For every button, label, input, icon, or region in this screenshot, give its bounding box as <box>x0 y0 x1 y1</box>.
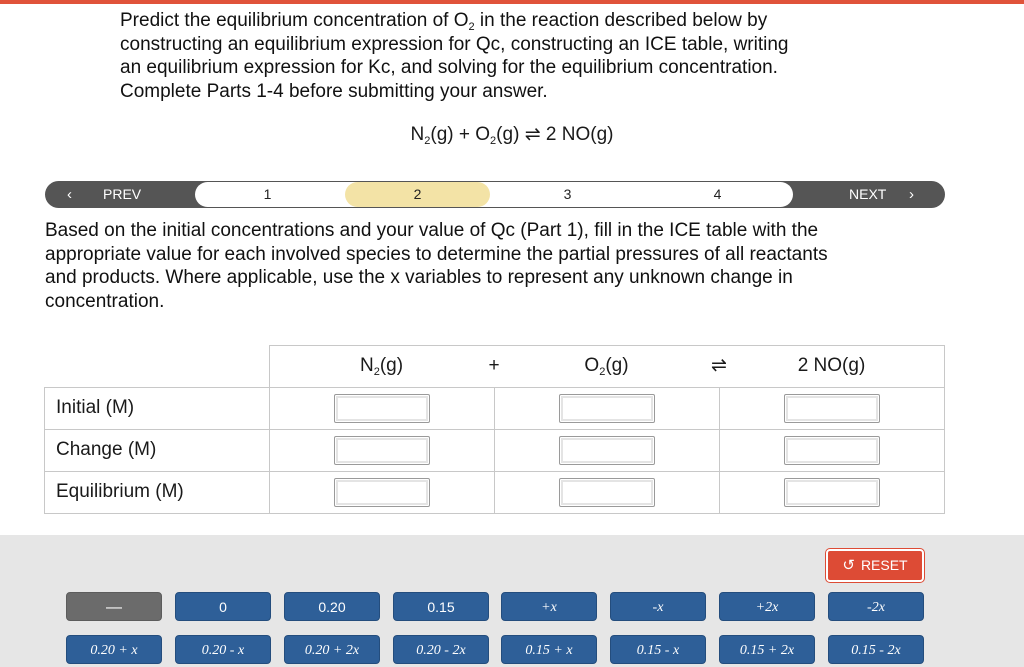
initial-no-input[interactable] <box>784 394 880 423</box>
reaction-equation: $N_2(g) + O_2(g)$ ⇌ 2 NO(g) <box>410 124 614 147</box>
next-button[interactable]: NEXT › <box>795 181 945 208</box>
prev-button[interactable]: ‹ PREV <box>45 181 195 208</box>
step-2-active[interactable]: 2 <box>345 182 490 207</box>
equilibrium-no-input[interactable] <box>784 478 880 507</box>
reset-button[interactable]: ↺ RESET <box>826 549 924 582</box>
top-accent-bar <box>0 0 1024 4</box>
answer-tile[interactable]: 0.20 + 2x <box>284 635 380 664</box>
header-o2: $O_2(g)$ <box>584 355 629 378</box>
grid-line <box>719 387 720 514</box>
change-o2-input[interactable] <box>559 436 655 465</box>
answer-tile[interactable]: 0 <box>175 592 271 621</box>
step-navigation <box>45 181 945 208</box>
answer-tile-blank[interactable]: — <box>66 592 162 621</box>
equilibrium-arrow-icon: ⇌ <box>711 355 727 376</box>
undo-icon: ↺ <box>842 557 855 574</box>
header-n2: $N_2(g)$ <box>359 355 404 378</box>
row-label-change: Change (M) <box>56 439 157 460</box>
answer-tile[interactable]: 0.15 + 2x <box>719 635 815 664</box>
chevron-right-icon: › <box>909 186 914 203</box>
step-4[interactable]: 4 <box>713 186 722 202</box>
equilibrium-arrow-icon: ⇌ <box>524 124 541 145</box>
answer-tile[interactable]: 0.15 - x <box>610 635 706 664</box>
part-instructions: Based on the initial concentrations and your value of Qc (Part 1), fill in the ICE table with the appropriate value for each involved species to determine the partial pressures of all reactants and products. Where applicable, use the x variables to represent any unknown change in concentration. <box>45 220 828 312</box>
answer-tile[interactable]: -2x <box>828 592 924 621</box>
answer-tile[interactable]: 0.20 - x <box>175 635 271 664</box>
grid-line <box>494 387 495 514</box>
initial-o2-input[interactable] <box>559 394 655 423</box>
initial-n2-input[interactable] <box>334 394 430 423</box>
equilibrium-n2-input[interactable] <box>334 478 430 507</box>
grid-line <box>944 345 945 514</box>
row-label-initial: Initial (M) <box>56 397 135 418</box>
equilibrium-o2-input[interactable] <box>559 478 655 507</box>
step-1[interactable]: 1 <box>263 186 272 202</box>
answer-tile[interactable]: 0.20 - 2x <box>393 635 489 664</box>
header-no: 2 NO(g) <box>797 355 866 376</box>
question-prompt: Predict the equilibrium concentration of $O_2$ in the reaction described below by constructing an equilibrium expression for Qc, constructing an ICE table, writing an equilibrium expression for Kc, and solving for the equilibrium concentration. Complete Parts 1-4 before submitting your answer. <box>120 10 789 102</box>
answer-tile[interactable]: 0.20 <box>284 592 380 621</box>
change-n2-input[interactable] <box>334 436 430 465</box>
answer-tile[interactable]: 0.15 - 2x <box>828 635 924 664</box>
step-3[interactable]: 3 <box>563 186 572 202</box>
answer-tile[interactable]: -x <box>610 592 706 621</box>
ice-table <box>44 345 945 514</box>
answer-tile[interactable]: 0.15 <box>393 592 489 621</box>
header-plus: + <box>488 355 500 376</box>
answer-tile[interactable]: +2x <box>719 592 815 621</box>
row-label-equilibrium: Equilibrium (M) <box>56 481 184 502</box>
answer-tile[interactable]: 0.15 + x <box>501 635 597 664</box>
grid-line <box>44 387 45 514</box>
answer-tile[interactable]: +x <box>501 592 597 621</box>
step-track <box>195 182 793 207</box>
change-no-input[interactable] <box>784 436 880 465</box>
answer-tile[interactable]: 0.20 + x <box>66 635 162 664</box>
chevron-left-icon: ‹ <box>67 186 72 203</box>
